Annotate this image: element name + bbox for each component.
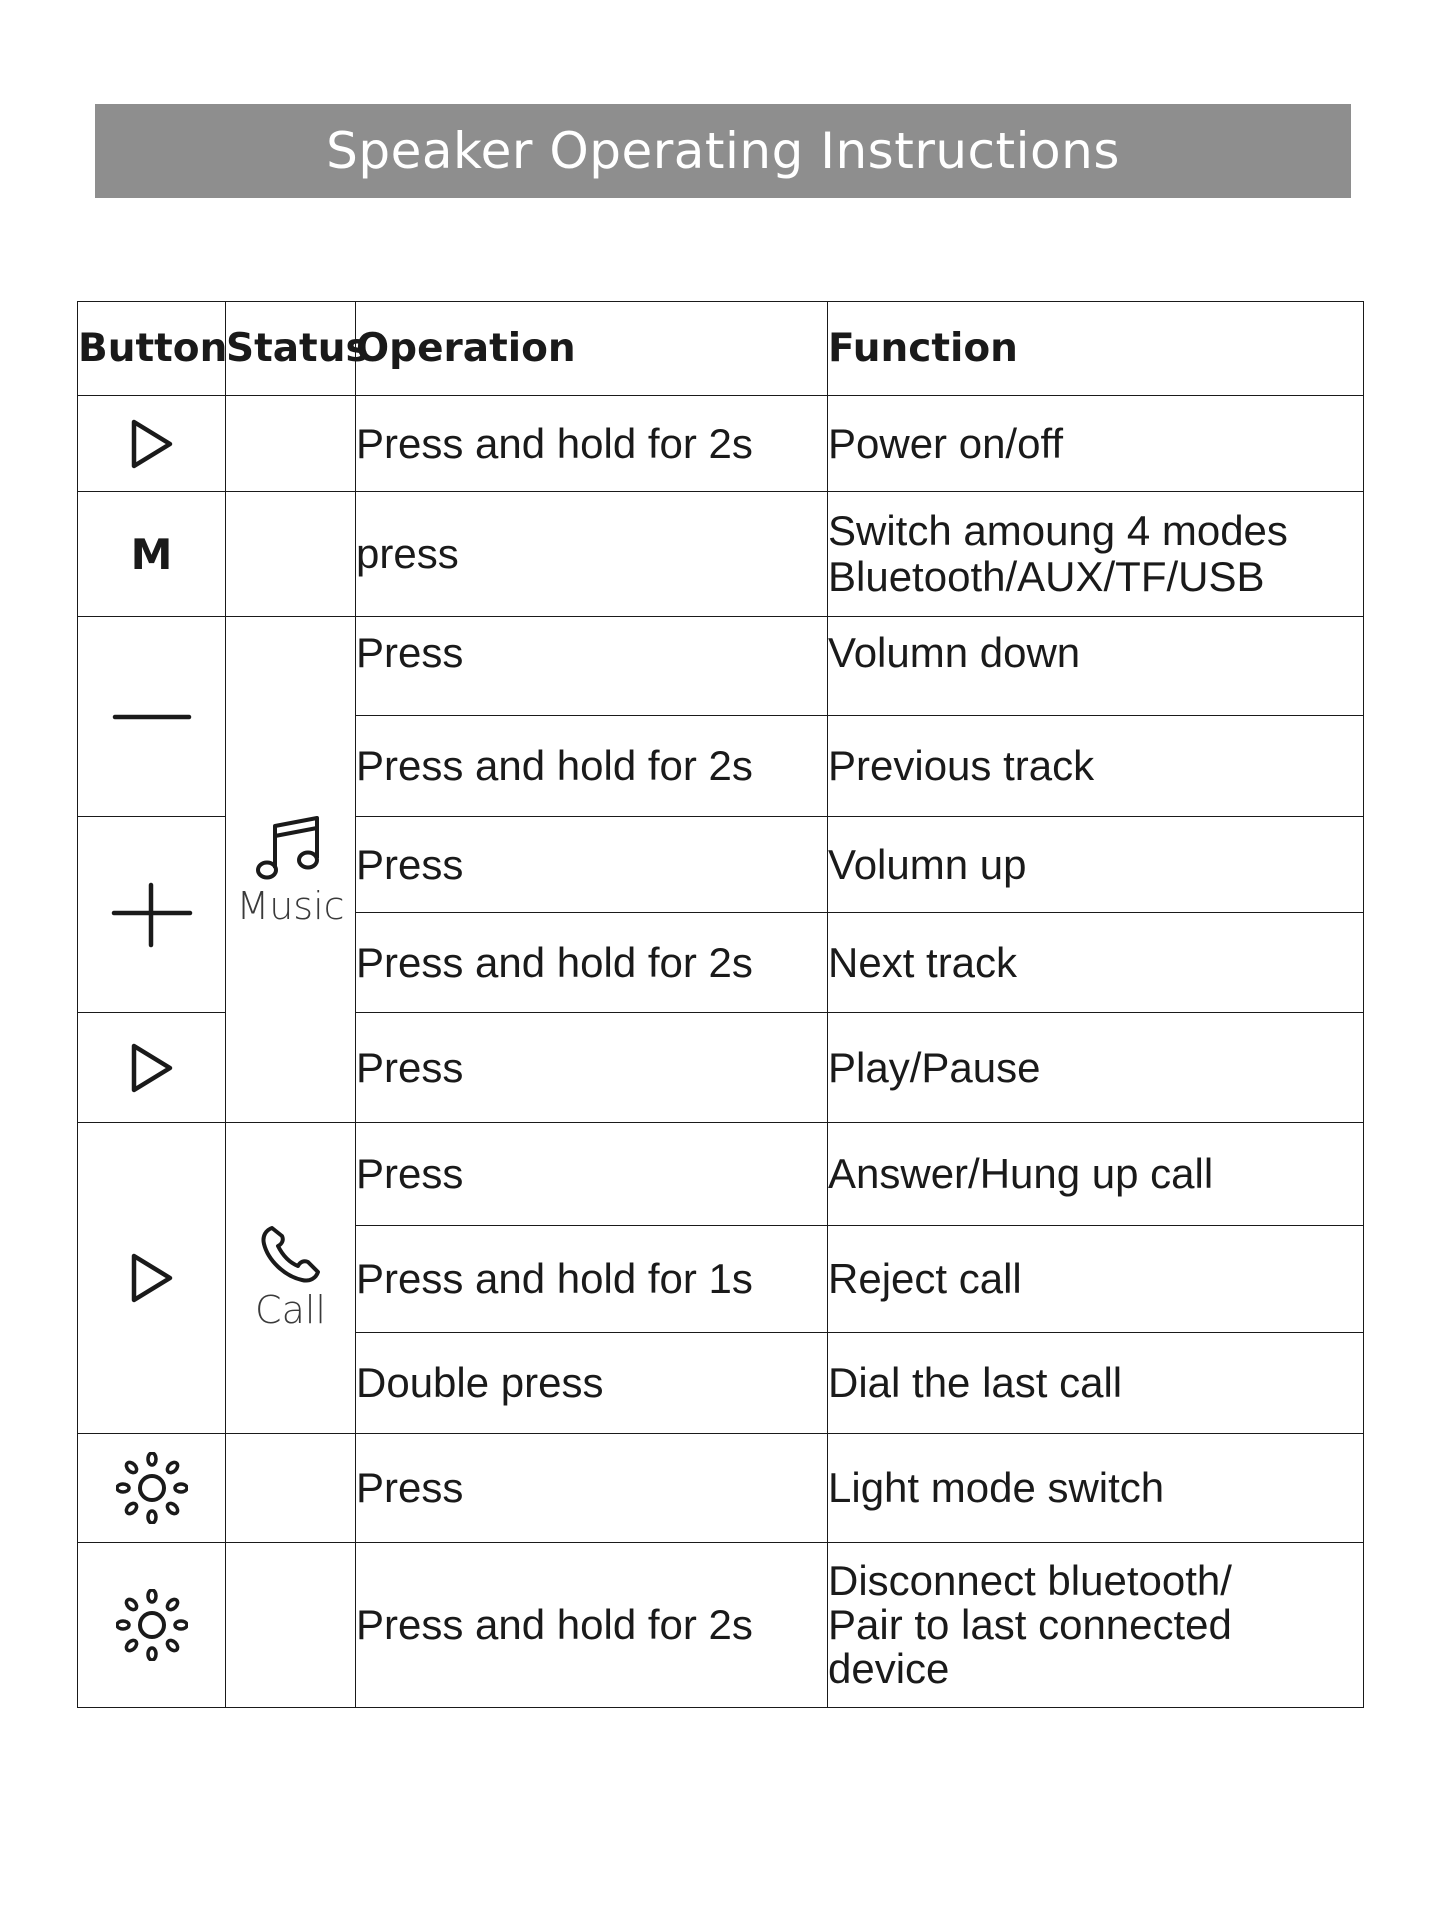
status-cell-music <box>226 617 356 1123</box>
table-row <box>78 617 1364 716</box>
function-cell: Answer/Hung up call <box>828 1123 1364 1226</box>
function-cell: Next track <box>828 913 1364 1013</box>
header-button: Button <box>78 302 226 396</box>
button-cell <box>78 492 226 617</box>
button-cell <box>78 1434 226 1543</box>
operation-cell: Press <box>356 817 828 913</box>
function-line: Disconnect bluetooth/ <box>828 1557 1232 1604</box>
operation-cell: Press <box>356 617 828 716</box>
status-cell <box>226 492 356 617</box>
button-cell <box>78 1123 226 1434</box>
button-cell <box>78 1543 226 1708</box>
button-cell <box>78 617 226 817</box>
function-line: Switch amoung 4 modes <box>828 507 1288 554</box>
play-triangle-icon <box>126 1250 178 1306</box>
status-label-music: Music <box>236 883 345 928</box>
function-line: Pair to last connected <box>828 1601 1232 1648</box>
function-line: Bluetooth/AUX/TF/USB <box>828 553 1265 600</box>
status-cell <box>226 1543 356 1708</box>
button-cell <box>78 817 226 1013</box>
status-cell <box>226 1434 356 1543</box>
operation-cell: Press <box>356 1013 828 1123</box>
header-function: Function <box>828 302 1364 396</box>
play-triangle-icon <box>126 416 178 472</box>
operation-cell: press <box>356 492 828 617</box>
table-row <box>78 1123 1364 1226</box>
table-row <box>78 492 1364 617</box>
plus-icon <box>111 882 193 948</box>
function-line: device <box>828 1645 950 1692</box>
header-status: Status <box>226 302 356 396</box>
operation-cell: Press and hold for 2s <box>356 396 828 492</box>
table-row <box>78 1434 1364 1543</box>
function-cell: Previous track <box>828 716 1364 817</box>
function-cell: Volumn up <box>828 817 1364 913</box>
function-cell: Reject call <box>828 1226 1364 1333</box>
minus-icon <box>112 709 192 725</box>
operation-cell: Press and hold for 1s <box>356 1226 828 1333</box>
operation-cell: Press and hold for 2s <box>356 716 828 817</box>
function-cell: Power on/off <box>828 396 1364 492</box>
button-cell <box>78 1013 226 1123</box>
music-note-icon <box>255 812 327 882</box>
function-cell: Dial the last call <box>828 1333 1364 1434</box>
instructions-table <box>77 301 1364 1708</box>
mode-button-label: M <box>130 529 173 579</box>
table-row <box>78 1543 1364 1708</box>
operation-cell: Press <box>356 1123 828 1226</box>
sun-light-icon <box>116 1452 188 1524</box>
function-cell <box>828 492 1364 617</box>
status-cell <box>226 396 356 492</box>
operation-cell: Press and hold for 2s <box>356 1543 828 1708</box>
button-cell <box>78 396 226 492</box>
operation-cell: Press <box>356 1434 828 1543</box>
table-header-row <box>78 302 1364 396</box>
header-operation: Operation <box>356 302 828 396</box>
status-cell-call <box>226 1123 356 1434</box>
sun-light-icon <box>116 1589 188 1661</box>
operation-cell: Double press <box>356 1333 828 1434</box>
function-cell: Volumn down <box>828 617 1364 716</box>
page-title: Speaker Operating Instructions <box>95 104 1351 198</box>
function-cell: Play/Pause <box>828 1013 1364 1123</box>
phone-icon <box>258 1224 324 1286</box>
play-triangle-icon <box>126 1040 178 1096</box>
function-cell: Light mode switch <box>828 1434 1364 1543</box>
operation-cell: Press and hold for 2s <box>356 913 828 1013</box>
table-row <box>78 396 1364 492</box>
status-label-call: Call <box>255 1288 326 1332</box>
function-cell <box>828 1543 1364 1708</box>
